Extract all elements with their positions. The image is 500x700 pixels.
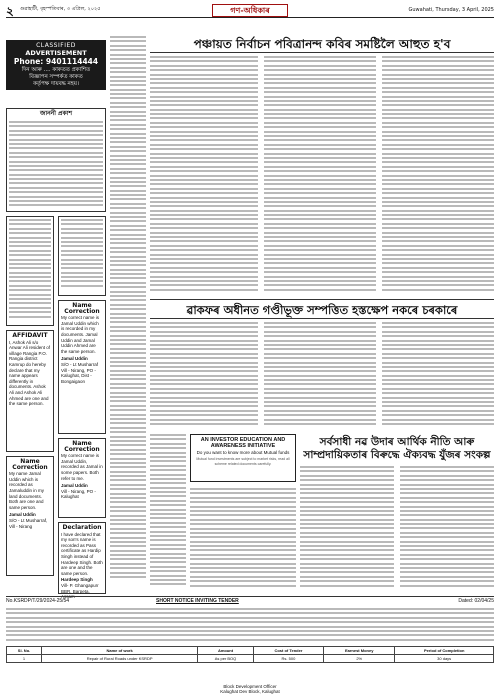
name-correction-text: My correct name is Jamal Uddin which is recorded in my documents. Jamal Uddin and Jamal Uddin Ahmed are the same person. <box>61 315 100 354</box>
signatory-address: S/O - Lt Musharraf Vill - Nirang, PO - Kalughat, Dist - Bongaigaon <box>61 361 99 384</box>
declaration-text: I have declared that my son's name is recorded as Pass certificate as Hardip Singh instead of Hardeep Singh. Both are one and the same person. <box>61 531 103 576</box>
name-correction-box-3 <box>58 438 106 518</box>
tender-date: Dated: 02/04/25 <box>458 598 494 604</box>
story-3-column-2 <box>400 466 494 594</box>
story-2-continuation <box>150 434 186 594</box>
investor-ad-fineprint: Mutual fund investments are subject to market risks, read all scheme related documents carefully. <box>196 457 290 466</box>
investor-ad-title-2: AWARENESS INITIATIVE <box>210 443 276 449</box>
name-correction-text: My correct name is Jamal Uddin, recorded as Jamal in some papers. Both refer to me. <box>61 453 103 481</box>
newspaper-logo: গণ-অধিকাৰ <box>212 4 288 17</box>
tender-signatory: Block Development Officer Kalughat Dev Block, Kalughat <box>220 684 280 694</box>
small-notice-2 <box>58 216 106 296</box>
name-correction-text: My name Jamal Uddin which is recorded as Jamaluddin in my land documents. Both are one and same person. <box>9 471 45 510</box>
date-left: গুৱাহাটী, বৃহস্পতিবাৰ, ৩ এপ্ৰিল, ২০২৫ <box>20 6 101 12</box>
affidavit-box <box>6 330 54 452</box>
story-2-column-2 <box>264 322 376 430</box>
name-correction-title: Name Correction <box>64 302 100 315</box>
story-1-column-1 <box>150 56 258 298</box>
tender-ref: No.KSRDP/T/29/2024-25/54 <box>6 598 70 604</box>
name-correction-box-1 <box>58 300 106 434</box>
signatory-address: S/O - Lt Musharraf, Vill - Nirang <box>9 517 48 529</box>
signatory-name: Jamal Uddin <box>9 512 36 518</box>
advertisement-label: ADVERTISEMENT <box>25 49 87 57</box>
story-2-column-3 <box>382 322 494 430</box>
small-notice-1 <box>6 216 54 326</box>
headline-underline <box>150 318 494 319</box>
classified-label: CLASSIFIED <box>36 42 76 49</box>
signatory-address: Vill - Nirang, PO - Kalughat <box>61 488 96 500</box>
name-correction-title: Name Correction <box>64 440 100 453</box>
investor-ad-title: AN INVESTOR EDUCATION AND <box>200 437 286 443</box>
tender-body-text <box>6 608 494 644</box>
signatory-address: Vill- P. Ghangapurr BBR, Barpeta, <box>61 582 99 594</box>
signatory-name: Hardeep Singh <box>61 577 93 583</box>
signatory-name: Jamal Uddin <box>61 356 88 362</box>
story-1-column-2 <box>264 56 376 298</box>
affidavit-text: I, Ashok Ali s/o Anwar Ali resident of village Rangia P.O. Rangia district Kamrup do hereby declare that my name appears differently in documents. Ashok Ali and Ashok Ali Ahmed are one and the same person. <box>9 339 51 407</box>
investor-awareness-ad <box>190 434 296 482</box>
story-2-continuation-2 <box>190 488 296 594</box>
tender-table <box>6 646 494 663</box>
headline-underline <box>150 52 494 53</box>
name-correction-box-2 <box>6 456 54 576</box>
classified-ad-banner <box>6 40 106 90</box>
table-row: 1 Repair of Rural Roads under KSRDP As per BOQ Rs. 500 2% 30 days <box>7 655 494 663</box>
tender-table-header: Sl. No. Name of work Amount Cost of Tender Earnest Money Period of Completion <box>7 647 494 655</box>
headline-waqf-property: ৱাকফৰ অধীনত গণ্ডীভূক্ত সম্পত্তিত হস্তক্ষেপ নকৰে চৰকাৰে <box>186 303 458 317</box>
affidavit-title: AFFIDAVIT <box>12 332 48 339</box>
headline-economic-policy: সৰ্বসাধী নৱ উদাৰ আৰ্থিক নীতি আৰু সাম্প্ৰদায়িকতাৰ বিৰুদ্ধে ঐক্যবদ্ধ যুঁজৰ সংকল্প <box>303 436 491 461</box>
name-correction-title: Name Correction <box>12 458 48 471</box>
story-2-column-1 <box>150 322 258 430</box>
article-column-left <box>110 36 146 596</box>
public-notice-title: জাননী প্ৰকাশ <box>39 110 73 117</box>
masthead <box>6 4 494 18</box>
tender-top-rule <box>6 596 494 597</box>
declaration-box <box>58 522 106 594</box>
section-divider <box>150 299 494 300</box>
declaration-title: Declaration <box>62 524 102 531</box>
story-3-column-1 <box>300 466 394 594</box>
page-number: ২ <box>6 4 14 18</box>
date-right: Guwahati, Thursday, 3 April, 2025 <box>408 7 494 13</box>
tender-title: SHORT NOTICE INVITING TENDER <box>156 598 239 604</box>
investor-ad-subtitle: Do you want to know more about Mutual funds <box>196 450 290 455</box>
classified-note: দিন আৰু .... কাকতত প্ৰকাশিত বিজ্ঞাপন সম্পৰ্কত কাকত কৰ্তৃপক্ষ দায়বদ্ধ নহয়। <box>21 67 91 87</box>
story-1-column-3 <box>382 56 494 298</box>
headline-panchayat-election: পঞ্চায়ত নিৰ্বাচন পবিত্ৰানন্দ কবিৰ সমষ্টিলৈ আহুত হ'ব <box>193 37 451 51</box>
notice-text-lines <box>9 121 103 209</box>
public-notice-box <box>6 108 106 212</box>
signatory-name: Jamal Uddin <box>61 483 88 489</box>
classified-phone: Phone: 9401114444 <box>13 57 99 66</box>
